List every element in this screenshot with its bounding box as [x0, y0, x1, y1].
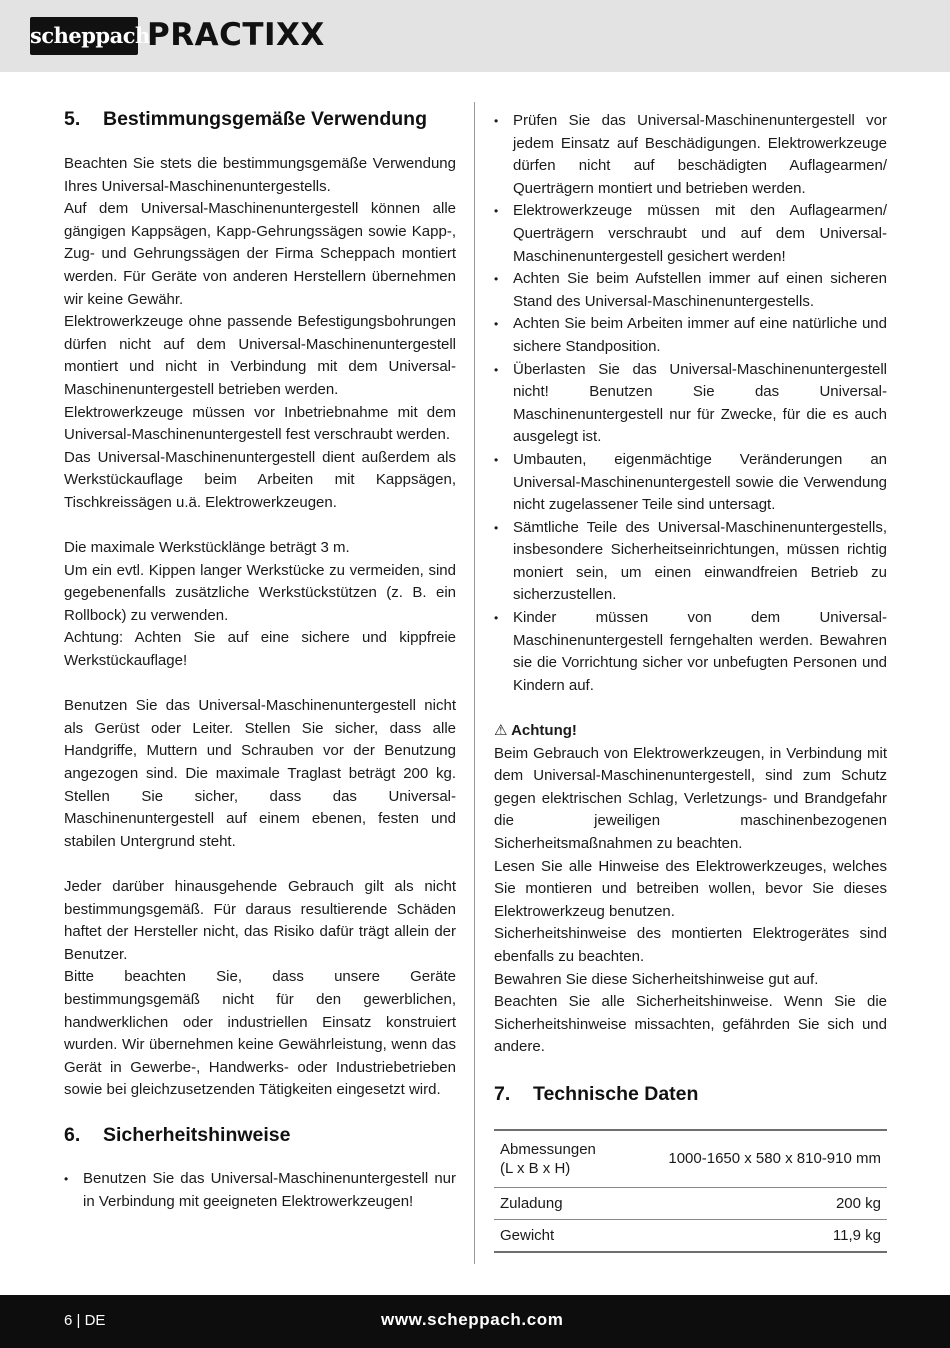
paragraph: Achtung: Achten Sie auf eine sichere und kippfreie Werkstückauflage!: [64, 629, 456, 670]
technical-data-table: [494, 1129, 887, 1253]
list-item: • Benutzen Sie das Universal-Maschinenuntergestell nur in Verbindung mit geeigneten Elektrowerkzeugen!: [64, 1169, 456, 1210]
paragraph: Beim Gebrauch von Elektrowerkzeugen, in Verbindung mit dem Universal-Maschinenuntergestell, sind zum Schutz gegen elektrischen Schlag, Verletzungs- und Brandgefahr die jeweiligen maschinenbezogenen Sicherheitsmaßnahmen zu beachten.: [494, 744, 887, 852]
bullet-icon: •: [494, 611, 499, 626]
website-link[interactable]: www.scheppach.com: [381, 1310, 564, 1329]
section-7-heading: [494, 1075, 887, 1113]
page-header: [0, 0, 950, 72]
table-cell-value: 11,9 kg: [622, 1219, 887, 1252]
paragraph: Elektrowerkzeuge ohne passende Befestigungsbohrungen dürfen nicht auf dem Universal-Maschinenuntergestell montiert und nicht in Verbindung mit dem Universal-Maschinenuntergestell betrieben werden.: [64, 313, 456, 398]
paragraph: Benutzen Sie das Universal-Maschinenuntergestell nicht als Gerüst oder Leiter. Stellen Sie sicher, dass alle Handgriffe, Muttern und Schrauben vor der Benutzung angezogen sind. Die maximale Traglast beträgt 200 kg. Stellen Sie sicher, dass das Universal-Maschinenuntergestell auf einem ebenen, festen und stabilen Untergrund steht.: [64, 697, 456, 850]
list-item: • Achten Sie beim Aufstellen immer auf einen sicheren Stand des Universal-Maschinenuntergestells.: [494, 270, 887, 310]
list-item: • Prüfen Sie das Universal-Maschinenuntergestell vor jedem Einsatz auf Beschädigungen. Elektrowerkzeuge dürfen nicht auf beschädigten Auflagearmen/ Querträgern montiert und betrieben werden.: [494, 112, 887, 197]
paragraph: Um ein evtl. Kippen langer Werkstücke zu vermeiden, sind gegebenenfalls zusätzliche Werkstückstützen (z. B. ein Rollbock) zu verwenden.: [64, 561, 456, 624]
table-cell-label: Gewicht: [494, 1219, 622, 1252]
bullet-icon: •: [494, 520, 499, 535]
bullet-icon: •: [494, 114, 499, 128]
warning-icon: ⚠: [494, 722, 508, 740]
table-cell-value: 1000-1650 x 580 x 810-910 mm: [622, 1130, 887, 1188]
bullet-icon: •: [494, 362, 499, 377]
paragraph: Auf dem Universal-Maschinenuntergestell können alle gängigen Kappsägen, Kapp-Gehrungssägen sowie Kapp-, Zug- und Gehrungssägen der Firma Scheppach montiert werden. Für Geräte von anderen Herstellern übernehmen wir keine Gewähr.: [64, 200, 456, 308]
warning-title: Achtung!: [511, 722, 577, 740]
paragraph: Die maximale Werkstücklänge beträgt 3 m.: [64, 539, 350, 557]
safety-list: [64, 1168, 456, 1213]
bullet-icon: •: [494, 272, 499, 287]
bullet-icon: •: [494, 204, 499, 219]
list-item: • Sämtliche Teile des Universal-Maschinenuntergestells, insbesondere Sicherheitseinrichtungen, müssen richtig moniert sein, um einen einwandfreien Betrieb zu sicherzustellen.: [494, 518, 887, 604]
section-5-heading: [64, 100, 456, 138]
bullet-icon: •: [64, 1171, 69, 1186]
list-item: • Umbauten, eigenmächtige Veränderungen an Universal-Maschinenuntergestell sowie die Verwendung nicht zugelassener Teile sind untersagt.: [494, 450, 887, 514]
paragraph: Sicherheitshinweise des montierten Elektrogerätes sind ebenfalls zu beachten.: [494, 925, 887, 965]
table-cell-label: Zuladung: [494, 1187, 622, 1219]
paragraph: Beachten Sie stets die bestimmungsgemäße Verwendung Ihres Universal-Maschinenuntergestells.: [64, 155, 456, 195]
list-item: • Kinder müssen von dem Universal-Maschinenuntergestell ferngehalten werden. Bewahren sie die Vorrichtung sicher vor unbefugten Personen und Kindern auf.: [494, 609, 887, 694]
page-footer: [0, 1295, 950, 1348]
table-row: [494, 1130, 887, 1188]
paragraph: Bitte beachten Sie, dass unsere Geräte bestimmungsgemäß nicht für den gewerblichen, handwerklichen oder industriellen Einsatz konstruiert wurden. Wir übernehmen keine Gewährleistung, wenn das Gerät in Gewerbe-, Handwerks- oder Industriebetrieben sowie bei gleichzusetzenden Tätigkeiten eingesetzt wird.: [64, 968, 456, 1099]
section-6-title: Sicherheitshinweise: [103, 1123, 291, 1146]
scheppach-logo: scheppach: [30, 17, 138, 55]
section-6-heading: [64, 1116, 456, 1154]
bullet-icon: •: [494, 452, 499, 467]
table-cell-label: Abmessungen (L x B x H): [494, 1130, 622, 1188]
table-row: [494, 1187, 887, 1219]
section-7-title: Technische Daten: [533, 1082, 699, 1105]
section-7-number: 7.: [494, 1082, 511, 1105]
paragraph: Bewahren Sie diese Sicherheitshinweise gut auf.: [494, 970, 819, 988]
list-item: • Achten Sie beim Arbeiten immer auf eine natürliche und sichere Standposition.: [494, 315, 887, 355]
paragraph: Jeder darüber hinausgehende Gebrauch gilt als nicht bestimmungsgemäß. Für daraus resultierende Schäden haftet der Hersteller nicht, das Risiko dafür trägt allein der Benutzer.: [64, 878, 456, 963]
paragraph: Lesen Sie alle Hinweise des Elektrowerkzeuges, welches Sie montieren und betreiben wollen, bevor Sie dieses Elektrowerkzeug benutzen.: [494, 857, 887, 920]
page-number: 6 | DE: [64, 1312, 106, 1329]
list-item: • Überlasten Sie das Universal-Maschinenuntergestell nicht! Benutzen Sie das Universal-Maschinenuntergestell nur für Zwecke, für die es auch ausgelegt ist.: [494, 360, 887, 446]
right-column: [494, 110, 887, 1253]
warning-heading: [494, 720, 887, 743]
list-item: • Elektrowerkzeuge müssen mit den Auflagearmen/ Querträgern verschraubt und auf dem Universal-Maschinenuntergestell gesichert werden!: [494, 202, 887, 265]
practixx-logo: PRACTIXX: [147, 17, 325, 53]
table-cell-value: 200 kg: [622, 1187, 887, 1219]
paragraph: Elektrowerkzeuge müssen vor Inbetriebnahme mit dem Universal-Maschinenuntergestell fest verschraubt werden.: [64, 403, 456, 444]
section-6-number: 6.: [64, 1123, 81, 1146]
bullet-icon: •: [494, 317, 499, 332]
column-divider: [474, 102, 475, 1264]
section-5-title: Bestimmungsgemäße Verwendung: [103, 108, 427, 130]
safety-list-continued: [494, 110, 887, 697]
paragraph: Das Universal-Maschinenuntergestell dient außerdem als Werkstückauflage beim Arbeiten mit Kappsägen, Tischkreissägen u.ä. Elektrowerkzeugen.: [64, 448, 456, 511]
paragraph: Beachten Sie alle Sicherheitshinweise. Wenn Sie die Sicherheitshinweise missachten, gefährden Sie sich und andere.: [494, 993, 887, 1056]
section-5-number: 5.: [64, 108, 81, 130]
left-column: [64, 100, 456, 1213]
table-row: [494, 1219, 887, 1252]
